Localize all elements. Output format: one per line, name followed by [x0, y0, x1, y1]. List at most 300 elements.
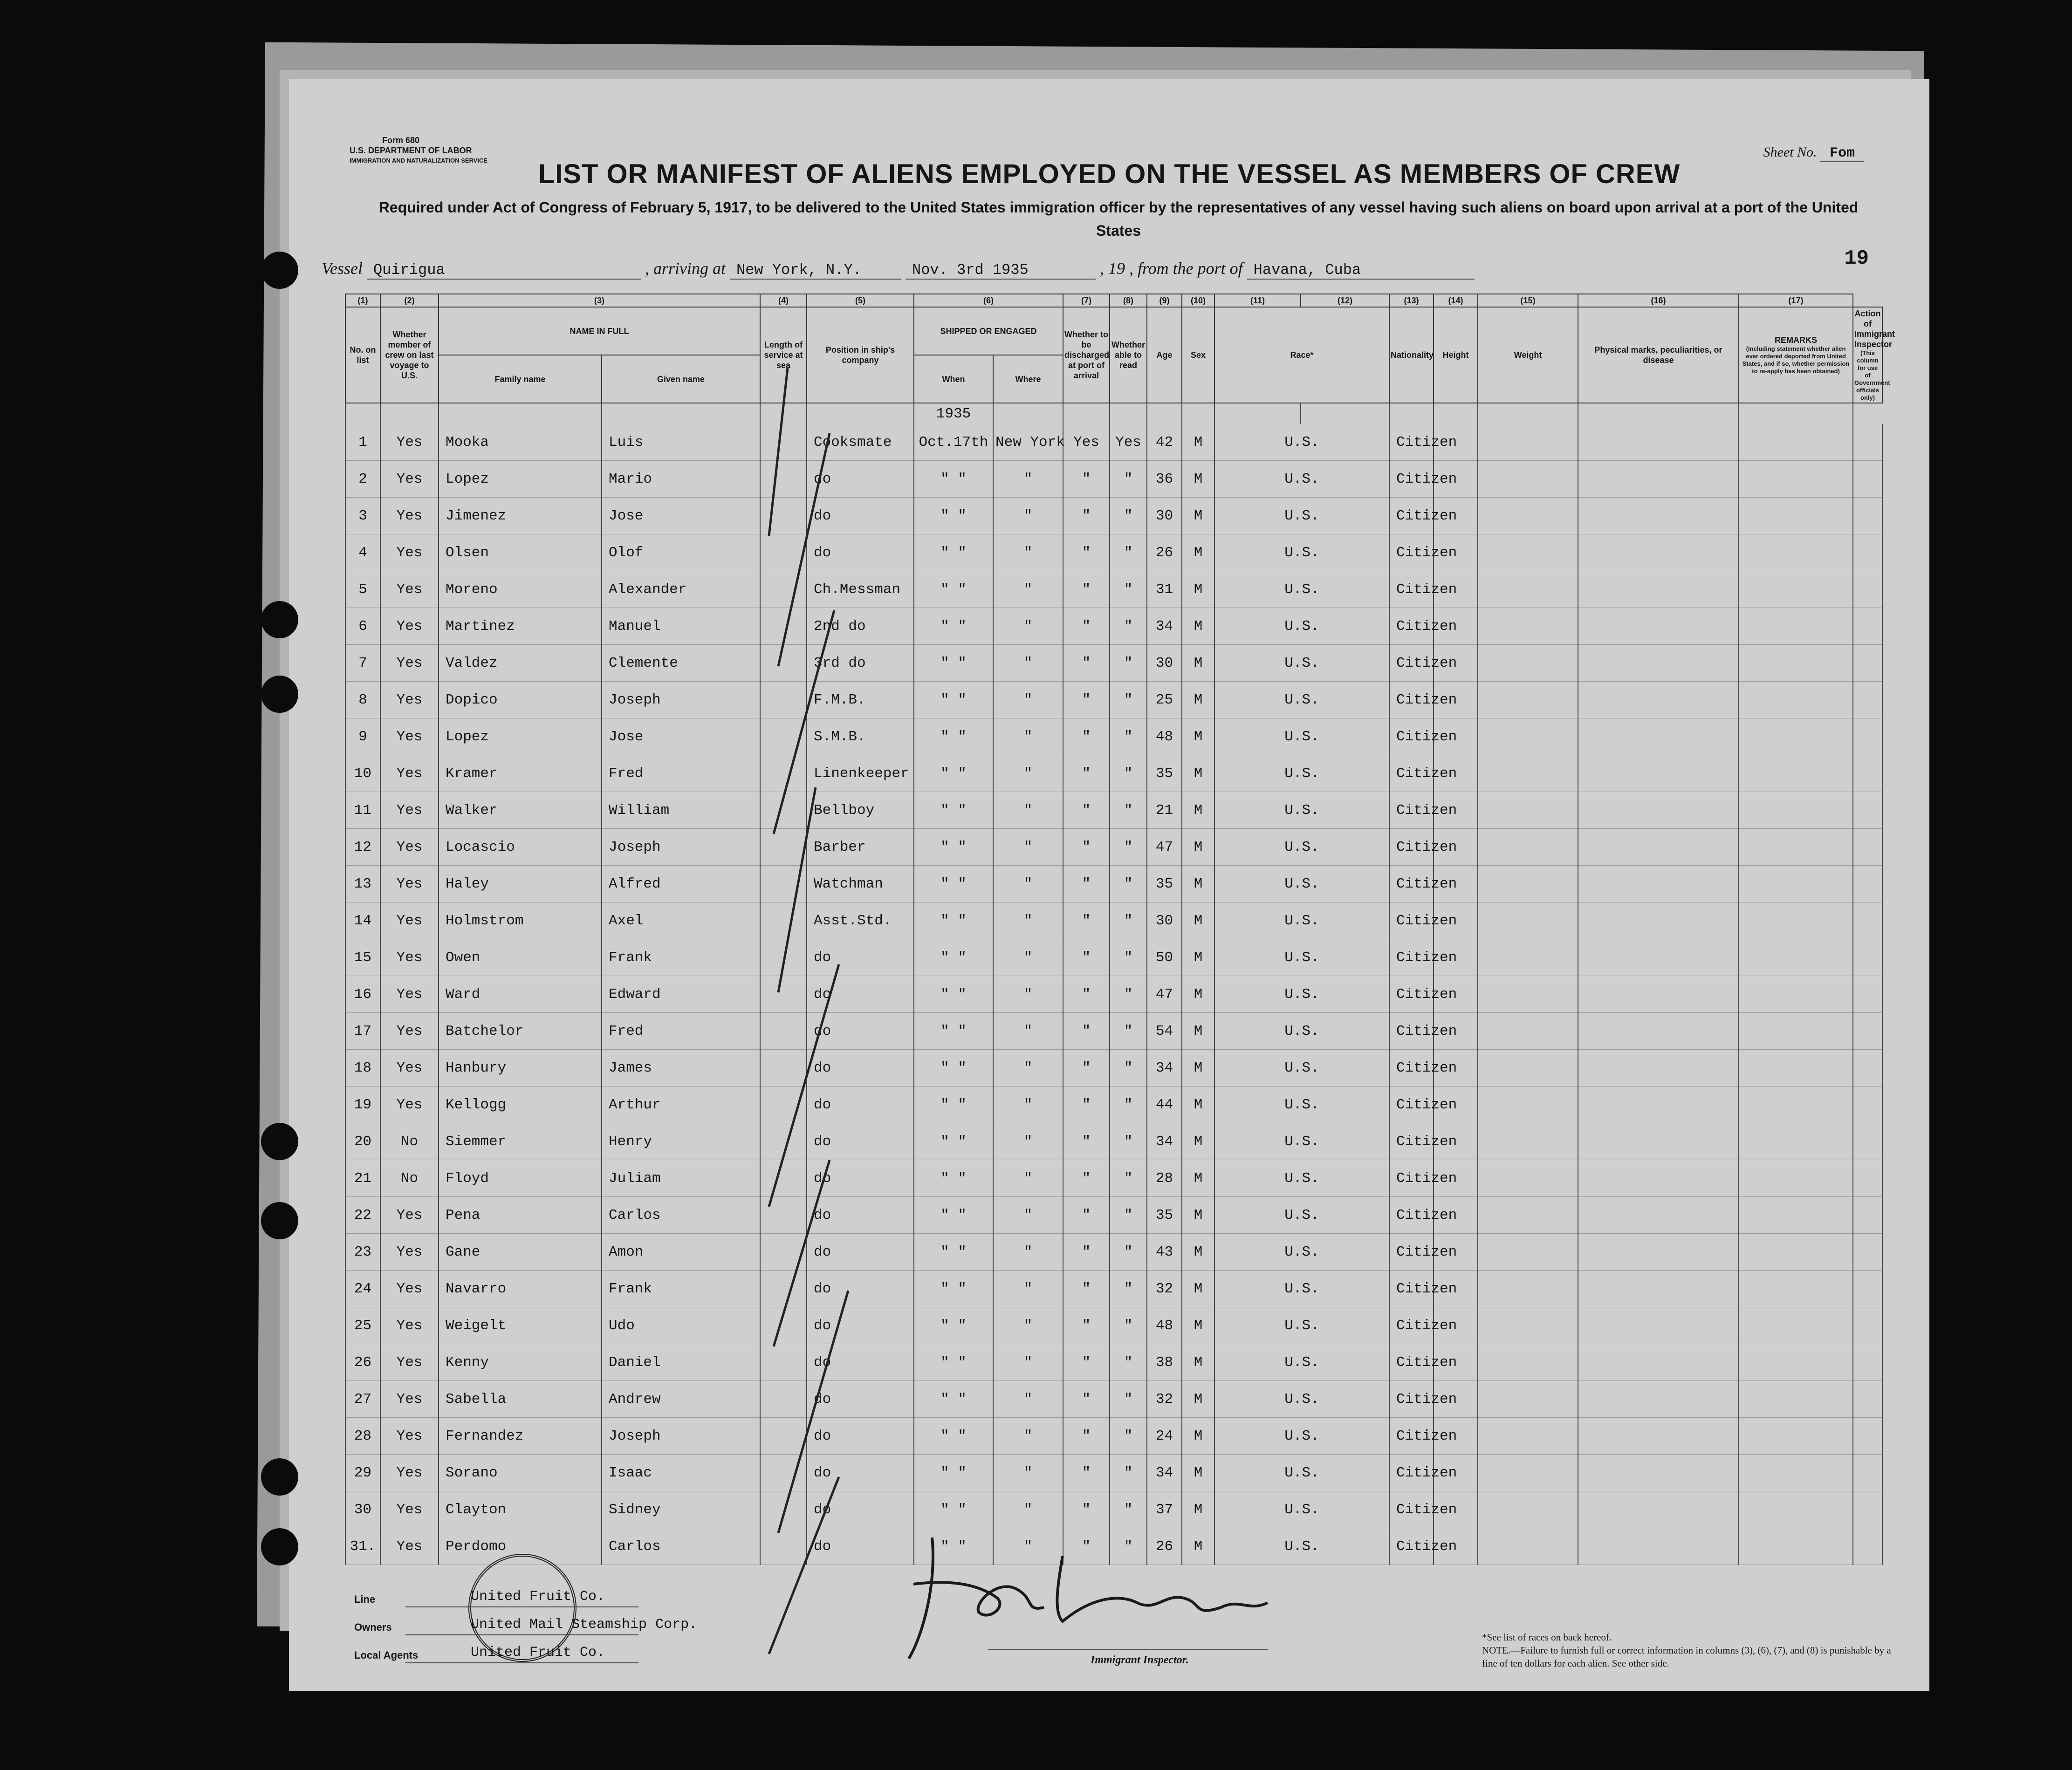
weight-cell — [1478, 1123, 1578, 1160]
shipped-where-cell: New York — [993, 424, 1063, 461]
crew-rows — [345, 403, 1882, 1565]
position-cell: do — [807, 1307, 914, 1344]
able-to-read-cell: Yes — [1110, 424, 1147, 461]
given-name-cell: Jose — [602, 718, 760, 755]
column-header-row — [345, 307, 1882, 355]
able-to-read-cell: " — [1110, 1013, 1147, 1050]
table-row — [345, 1087, 1882, 1123]
row-number-cell: 7 — [345, 645, 380, 682]
nationality-cell: Citizen — [1389, 682, 1434, 718]
age-cell: 42 — [1147, 424, 1182, 461]
shipped-where-cell: " — [993, 976, 1063, 1013]
vessel-label: Vessel — [322, 259, 363, 278]
inspector-action-cell — [1853, 498, 1882, 534]
last-voyage-cell: Yes — [380, 1455, 439, 1491]
family-name-cell: Floyd — [439, 1160, 602, 1197]
discharged-cell: " — [1063, 571, 1110, 608]
shipped-where-cell: " — [993, 1455, 1063, 1491]
last-voyage-cell: Yes — [380, 534, 439, 571]
row-number-cell: 11 — [345, 792, 380, 829]
crew-manifest-table — [345, 294, 1895, 1565]
shipped-where-cell: " — [993, 1491, 1063, 1528]
given-name-cell: Frank — [602, 1271, 760, 1307]
race-cell: U.S. — [1214, 755, 1389, 792]
race-cell: U.S. — [1214, 1234, 1389, 1271]
given-name-cell: Luis — [602, 424, 760, 461]
shipped-when-cell: " " — [914, 1455, 993, 1491]
inspector-action-cell — [1853, 1234, 1882, 1271]
physical-marks-cell — [1578, 682, 1739, 718]
weight-cell — [1478, 976, 1578, 1013]
inspector-action-cell — [1853, 1123, 1882, 1160]
age-cell: 47 — [1147, 976, 1182, 1013]
family-name-cell: Dopico — [439, 682, 602, 718]
sex-cell: M — [1182, 1418, 1214, 1455]
discharged-cell: " — [1063, 718, 1110, 755]
sex-cell: M — [1182, 645, 1214, 682]
remarks-cell — [1739, 1418, 1853, 1455]
shipped-when-cell: " " — [914, 755, 993, 792]
last-voyage-cell: No — [380, 1123, 439, 1160]
physical-marks-cell — [1578, 866, 1739, 902]
table-row — [345, 1307, 1882, 1344]
col-header-service: Length of service at sea — [760, 307, 807, 403]
race-cell: U.S. — [1214, 1087, 1389, 1123]
discharged-cell: " — [1063, 939, 1110, 976]
position-cell: 3rd do — [807, 645, 914, 682]
weight-cell — [1478, 534, 1578, 571]
able-to-read-cell: " — [1110, 1234, 1147, 1271]
service-length-cell — [760, 1197, 807, 1234]
shipped-when-cell: " " — [914, 1344, 993, 1381]
table-row — [345, 1050, 1882, 1087]
service-length-cell — [760, 1160, 807, 1197]
race-cell: U.S. — [1214, 1455, 1389, 1491]
col-num-4: (4) — [760, 294, 807, 307]
physical-marks-cell — [1578, 424, 1739, 461]
col-num-7: (7) — [1063, 294, 1110, 307]
able-to-read-cell: " — [1110, 976, 1147, 1013]
inspector-action-cell — [1853, 866, 1882, 902]
given-name-cell: Alexander — [602, 571, 760, 608]
race-cell: U.S. — [1214, 976, 1389, 1013]
inspector-action-cell — [1853, 1455, 1882, 1491]
sex-cell: M — [1182, 1160, 1214, 1197]
col-header-remarks — [1739, 307, 1853, 403]
physical-marks-cell — [1578, 1455, 1739, 1491]
position-cell: Watchman — [807, 866, 914, 902]
col-header-shipped: SHIPPED OR ENGAGED — [914, 307, 1063, 355]
remarks-cell — [1739, 1528, 1853, 1565]
table-row — [345, 1491, 1882, 1528]
last-voyage-cell: Yes — [380, 792, 439, 829]
able-to-read-cell: " — [1110, 1123, 1147, 1160]
binder-hole — [261, 601, 298, 638]
able-to-read-cell: " — [1110, 682, 1147, 718]
position-cell: do — [807, 1197, 914, 1234]
last-voyage-cell: Yes — [380, 1418, 439, 1455]
service-length-cell — [760, 1234, 807, 1271]
row-number-cell: 16 — [345, 976, 380, 1013]
service-length-cell — [760, 608, 807, 645]
nationality-cell: Citizen — [1389, 1234, 1434, 1271]
family-name-cell: Locascio — [439, 829, 602, 866]
nationality-cell: Citizen — [1389, 976, 1434, 1013]
physical-marks-cell — [1578, 1418, 1739, 1455]
shipped-when-cell: " " — [914, 1197, 993, 1234]
given-name-cell: Amon — [602, 1234, 760, 1271]
able-to-read-cell: " — [1110, 829, 1147, 866]
weight-cell — [1478, 1307, 1578, 1344]
last-voyage-cell: Yes — [380, 718, 439, 755]
position-cell: do — [807, 534, 914, 571]
inspector-action-cell — [1853, 534, 1882, 571]
physical-marks-cell — [1578, 1197, 1739, 1234]
nationality-cell: Citizen — [1389, 1491, 1434, 1528]
inspector-action-cell — [1853, 1160, 1882, 1197]
remarks-cell — [1739, 902, 1853, 939]
physical-marks-cell — [1578, 1344, 1739, 1381]
races-note: *See list of races on back hereof. — [1482, 1632, 1612, 1643]
last-voyage-cell: Yes — [380, 424, 439, 461]
table-row — [345, 976, 1882, 1013]
weight-cell — [1478, 1528, 1578, 1565]
row-number-cell: 22 — [345, 1197, 380, 1234]
discharged-cell: " — [1063, 645, 1110, 682]
row-number-cell: 9 — [345, 718, 380, 755]
remarks-cell — [1739, 571, 1853, 608]
position-cell: do — [807, 1344, 914, 1381]
row-number-cell: 1 — [345, 424, 380, 461]
sex-cell: M — [1182, 976, 1214, 1013]
table-row — [345, 792, 1882, 829]
shipped-when-cell: " " — [914, 1491, 993, 1528]
service-length-cell — [760, 829, 807, 866]
age-cell: 28 — [1147, 1160, 1182, 1197]
last-voyage-cell: Yes — [380, 1234, 439, 1271]
given-name-cell: Henry — [602, 1123, 760, 1160]
row-number-cell: 27 — [345, 1381, 380, 1418]
position-cell: do — [807, 1381, 914, 1418]
family-name-cell: Batchelor — [439, 1013, 602, 1050]
age-cell: 32 — [1147, 1381, 1182, 1418]
discharged-cell: " — [1063, 792, 1110, 829]
year-label: , 19 — [1100, 259, 1125, 278]
family-name-cell: Ward — [439, 976, 602, 1013]
discharged-cell: " — [1063, 461, 1110, 498]
discharged-cell: " — [1063, 1197, 1110, 1234]
inspector-action-cell — [1853, 1087, 1882, 1123]
discharged-cell: " — [1063, 1418, 1110, 1455]
shipped-when-cell: " " — [914, 1307, 993, 1344]
shipped-where-cell: " — [993, 1307, 1063, 1344]
race-cell: U.S. — [1214, 534, 1389, 571]
col-header-name: NAME IN FULL — [439, 307, 760, 355]
inspector-action-cell — [1853, 1013, 1882, 1050]
position-cell: do — [807, 1087, 914, 1123]
nationality-cell: Citizen — [1389, 424, 1434, 461]
position-cell: do — [807, 498, 914, 534]
nationality-cell: Citizen — [1389, 1160, 1434, 1197]
sex-cell: M — [1182, 1381, 1214, 1418]
service-length-cell — [760, 1528, 807, 1565]
family-name-cell: Kenny — [439, 1344, 602, 1381]
last-voyage-cell: Yes — [380, 1307, 439, 1344]
action-title: Action of Immigrant Inspector — [1854, 309, 1895, 349]
given-name-cell: Edward — [602, 976, 760, 1013]
sex-cell: M — [1182, 1271, 1214, 1307]
nationality-cell: Citizen — [1389, 1197, 1434, 1234]
service-length-cell — [760, 1050, 807, 1087]
service-length-cell — [760, 792, 807, 829]
race-cell: U.S. — [1214, 1344, 1389, 1381]
family-name-cell: Sabella — [439, 1381, 602, 1418]
nationality-cell: Citizen — [1389, 1307, 1434, 1344]
physical-marks-cell — [1578, 976, 1739, 1013]
shipped-where-cell: " — [993, 1418, 1063, 1455]
row-number-cell: 29 — [345, 1455, 380, 1491]
shipped-when-cell: " " — [914, 792, 993, 829]
shipped-where-cell: " — [993, 1528, 1063, 1565]
shipped-where-cell: " — [993, 1234, 1063, 1271]
given-name-cell: James — [602, 1050, 760, 1087]
col-header-race: Race* — [1214, 307, 1389, 403]
family-name-cell: Lopez — [439, 461, 602, 498]
col-header-read: Whether able to read — [1110, 307, 1147, 403]
nationality-cell: Citizen — [1389, 1123, 1434, 1160]
table-row — [345, 939, 1882, 976]
family-name-cell: Jimenez — [439, 498, 602, 534]
service-length-cell — [760, 1381, 807, 1418]
race-cell: U.S. — [1214, 829, 1389, 866]
table-row — [345, 902, 1882, 939]
table-row — [345, 1381, 1882, 1418]
sex-cell: M — [1182, 902, 1214, 939]
col-header-action — [1853, 307, 1895, 403]
col-header-where: Where — [993, 355, 1063, 403]
row-number-cell: 3 — [345, 498, 380, 534]
nationality-cell: Citizen — [1389, 939, 1434, 976]
binder-hole — [261, 676, 298, 713]
age-cell: 32 — [1147, 1271, 1182, 1307]
physical-marks-cell — [1578, 1381, 1739, 1418]
family-name-cell: Owen — [439, 939, 602, 976]
service-length-cell — [760, 424, 807, 461]
age-cell: 47 — [1147, 829, 1182, 866]
row-number-cell: 17 — [345, 1013, 380, 1050]
sex-cell: M — [1182, 1013, 1214, 1050]
inspector-action-cell — [1853, 608, 1882, 645]
shipped-where-cell: " — [993, 498, 1063, 534]
sex-cell: M — [1182, 1197, 1214, 1234]
page-footer — [345, 1579, 1891, 1682]
weight-cell — [1478, 1197, 1578, 1234]
position-cell: do — [807, 1050, 914, 1087]
shipped-where-cell: " — [993, 534, 1063, 571]
given-name-cell: Daniel — [602, 1344, 760, 1381]
col-num-9: (9) — [1147, 294, 1182, 307]
last-voyage-cell: Yes — [380, 976, 439, 1013]
table-row — [345, 645, 1882, 682]
shipped-when-cell: " " — [914, 1381, 993, 1418]
service-length-cell — [760, 1271, 807, 1307]
inspector-action-cell — [1853, 829, 1882, 866]
remarks-cell — [1739, 1123, 1853, 1160]
row-number-cell: 13 — [345, 866, 380, 902]
table-row — [345, 461, 1882, 498]
sex-cell: M — [1182, 1087, 1214, 1123]
nationality-cell: Citizen — [1389, 718, 1434, 755]
race-cell: U.S. — [1214, 1013, 1389, 1050]
able-to-read-cell: " — [1110, 1491, 1147, 1528]
race-cell: U.S. — [1214, 571, 1389, 608]
remarks-cell — [1739, 424, 1853, 461]
page-subtitle: Required under Act of Congress of February 5, 1917, to be delivered to the United States immigration officer by the representatives of any vessel having such aliens on board upon arrival at a port of the United States — [378, 199, 1859, 239]
row-number-cell: 4 — [345, 534, 380, 571]
weight-cell — [1478, 1344, 1578, 1381]
physical-marks-cell — [1578, 571, 1739, 608]
weight-cell — [1478, 461, 1578, 498]
shipped-when-cell: " " — [914, 1087, 993, 1123]
remarks-cell — [1739, 1455, 1853, 1491]
physical-marks-cell — [1578, 1123, 1739, 1160]
race-cell: U.S. — [1214, 1123, 1389, 1160]
nationality-cell: Citizen — [1389, 755, 1434, 792]
age-cell: 35 — [1147, 1197, 1182, 1234]
race-cell: U.S. — [1214, 1418, 1389, 1455]
weight-cell — [1478, 1160, 1578, 1197]
able-to-read-cell: " — [1110, 866, 1147, 902]
able-to-read-cell: " — [1110, 1307, 1147, 1344]
inspector-action-cell — [1853, 682, 1882, 718]
last-voyage-cell: Yes — [380, 1013, 439, 1050]
last-voyage-cell: Yes — [380, 645, 439, 682]
service-length-cell — [760, 718, 807, 755]
remarks-cell — [1739, 1234, 1853, 1271]
able-to-read-cell: " — [1110, 461, 1147, 498]
inspector-action-cell — [1853, 1197, 1882, 1234]
shipped-when-cell: " " — [914, 1528, 993, 1565]
remarks-cell — [1739, 608, 1853, 645]
family-name-cell: Navarro — [439, 1271, 602, 1307]
remarks-cell — [1739, 1197, 1853, 1234]
remarks-cell — [1739, 792, 1853, 829]
family-name-cell: Siemmer — [439, 1123, 602, 1160]
col-header-last-voyage: Whether member of crew on last voyage to U.S. — [380, 307, 439, 403]
col-num-3: (3) — [439, 294, 760, 307]
age-cell: 54 — [1147, 1013, 1182, 1050]
remarks-note: (Including statement whether alien ever ordered deported from United States, and if so, whether permission to re-apply has been obtained) — [1742, 345, 1850, 375]
sex-cell: M — [1182, 718, 1214, 755]
inspector-action-cell — [1853, 755, 1882, 792]
discharged-cell: " — [1063, 976, 1110, 1013]
race-cell: U.S. — [1214, 1271, 1389, 1307]
last-voyage-cell: Yes — [380, 1050, 439, 1087]
able-to-read-cell: " — [1110, 1381, 1147, 1418]
sheet-label: Sheet No. — [1763, 144, 1817, 160]
shipped-where-cell: " — [993, 1197, 1063, 1234]
able-to-read-cell: " — [1110, 1160, 1147, 1197]
shipped-when-cell: " " — [914, 534, 993, 571]
position-cell: do — [807, 1123, 914, 1160]
able-to-read-cell: " — [1110, 755, 1147, 792]
family-name-cell: Clayton — [439, 1491, 602, 1528]
table-row — [345, 755, 1882, 792]
race-cell: U.S. — [1214, 682, 1389, 718]
physical-marks-cell — [1578, 939, 1739, 976]
age-cell: 30 — [1147, 645, 1182, 682]
binder-hole — [261, 1123, 298, 1160]
race-cell: U.S. — [1214, 1381, 1389, 1418]
race-cell: U.S. — [1214, 792, 1389, 829]
sex-cell: M — [1182, 1234, 1214, 1271]
sex-cell: M — [1182, 1123, 1214, 1160]
binder-hole — [261, 1458, 298, 1496]
sex-cell: M — [1182, 608, 1214, 645]
age-cell: 21 — [1147, 792, 1182, 829]
row-number-cell: 31. — [345, 1528, 380, 1565]
sex-cell: M — [1182, 1307, 1214, 1344]
sex-cell: M — [1182, 1455, 1214, 1491]
shipped-year: 1935 — [914, 403, 993, 424]
service-length-cell — [760, 939, 807, 976]
age-cell: 34 — [1147, 608, 1182, 645]
discharged-cell: " — [1063, 1013, 1110, 1050]
inspector-action-cell — [1853, 1491, 1882, 1528]
table-row — [345, 1234, 1882, 1271]
nationality-cell: Citizen — [1389, 1271, 1434, 1307]
shipped-where-cell: " — [993, 792, 1063, 829]
remarks-cell — [1739, 1271, 1853, 1307]
inspector-action-cell — [1853, 939, 1882, 976]
row-number-cell: 23 — [345, 1234, 380, 1271]
race-cell: U.S. — [1214, 498, 1389, 534]
age-cell: 30 — [1147, 902, 1182, 939]
age-cell: 43 — [1147, 1234, 1182, 1271]
table-row — [345, 1344, 1882, 1381]
row-number-cell: 12 — [345, 829, 380, 866]
shipped-year-row — [345, 403, 1882, 424]
shipped-when-cell: " " — [914, 645, 993, 682]
row-number-cell: 30 — [345, 1491, 380, 1528]
table-row — [345, 1197, 1882, 1234]
position-cell: Ch.Messman — [807, 571, 914, 608]
service: IMMIGRATION AND NATURALIZATION SERVICE — [350, 157, 488, 164]
remarks-cell — [1739, 1307, 1853, 1344]
family-name-cell: Haley — [439, 866, 602, 902]
inspector-action-cell — [1853, 571, 1882, 608]
discharged-cell: " — [1063, 1160, 1110, 1197]
shipped-when-cell: " " — [914, 976, 993, 1013]
column-numbers-row — [345, 294, 1882, 307]
shipped-where-cell: " — [993, 829, 1063, 866]
remarks-cell — [1739, 755, 1853, 792]
sex-cell: M — [1182, 571, 1214, 608]
given-name-cell: Sidney — [602, 1491, 760, 1528]
last-voyage-cell: Yes — [380, 866, 439, 902]
race-cell: U.S. — [1214, 608, 1389, 645]
inspector-action-cell — [1853, 1528, 1882, 1565]
last-voyage-cell: Yes — [380, 1491, 439, 1528]
race-cell: U.S. — [1214, 718, 1389, 755]
position-cell: do — [807, 1160, 914, 1197]
physical-marks-cell — [1578, 1491, 1739, 1528]
able-to-read-cell: " — [1110, 718, 1147, 755]
family-name-cell: Lopez — [439, 718, 602, 755]
shipped-when-cell: " " — [914, 939, 993, 976]
col-header-nationality: Nationality — [1389, 307, 1434, 403]
inspector-action-cell — [1853, 792, 1882, 829]
